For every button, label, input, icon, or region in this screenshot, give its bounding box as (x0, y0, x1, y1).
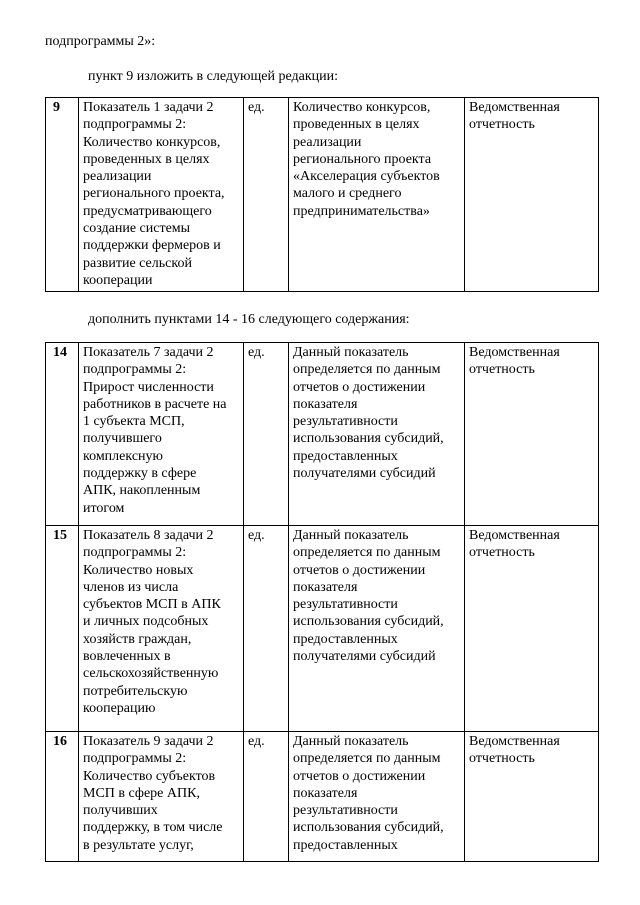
cell-indicator (79, 343, 244, 526)
table-row (46, 98, 599, 292)
cell-line: членов из числа (83, 579, 179, 595)
cell-line: малого и среднего (293, 186, 402, 202)
cell-line: хозяйств граждан, (83, 631, 192, 647)
cell-line: подпрограммы 2: (83, 362, 187, 378)
cell-num: 15 (46, 526, 79, 732)
cell-line: Данный показатель (293, 345, 409, 360)
cell-line: Количество конкурсов, (293, 100, 431, 115)
table-row (46, 732, 599, 862)
cell-line: получивших (83, 803, 158, 819)
cell-line: поддержку, в том числе (83, 820, 223, 836)
cell-line: отчетность (469, 362, 535, 378)
cell-line: показателя (293, 396, 358, 412)
cell-unit: ед. (244, 98, 289, 292)
cell-indicator (79, 732, 244, 862)
cell-indicator (79, 526, 244, 732)
cell-line: Прирост численности (83, 379, 214, 395)
cell-description (289, 526, 465, 732)
cell-line: отчетов о достижении (293, 379, 426, 395)
cell-line: поддержку в сфере (83, 466, 197, 482)
cell-line: предоставленных (293, 448, 398, 464)
cell-line: вовлеченных в (83, 649, 171, 665)
cell-line: и личных подсобных (83, 614, 209, 630)
cell-line: реализации (83, 169, 152, 185)
cell-line: субъектов МСП в АПК (83, 597, 221, 613)
cell-line: Количество новых (83, 562, 194, 578)
cell-line: поддержки фермеров и (83, 238, 221, 254)
cell-line: отчетность (469, 545, 535, 561)
cell-line: кооперацию (83, 700, 156, 716)
cell-line: определяется по данным (293, 362, 441, 378)
cell-num: 9 (46, 98, 79, 292)
cell-line: в результате услуг, (83, 837, 194, 853)
cell-line: работников в расчете на (83, 396, 227, 412)
cell-line: итогом (83, 500, 125, 516)
cell-line: Данный показатель (293, 734, 409, 749)
cell-line: Количество субъектов (83, 768, 216, 784)
cell-line: регионального проекта (293, 151, 432, 167)
cell-line: определяется по данным (293, 545, 441, 561)
cell-line: АПК, накопленным (83, 483, 201, 499)
cell-line: подпрограммы 2: (83, 545, 187, 561)
cell-line: показателя (293, 785, 358, 801)
cell-line: сельскохозяйственную (83, 666, 219, 682)
cell-description (289, 343, 465, 526)
cell-description (289, 98, 465, 292)
cell-line: Ведомственная (469, 528, 560, 543)
cell-num: 16 (46, 732, 79, 862)
cell-line: предоставленных (293, 631, 398, 647)
cell-line: отчетов о достижении (293, 768, 426, 784)
cell-line: реализации (293, 134, 362, 150)
cell-line: отчетность (469, 117, 535, 133)
cell-source (465, 526, 599, 732)
table-row (46, 343, 599, 526)
cell-line: МСП в сфере АПК, (83, 785, 200, 801)
table-items-14-16 (45, 342, 599, 862)
cell-line: отчетов о достижении (293, 562, 426, 578)
cell-line: 1 субъекта МСП, (83, 414, 185, 430)
cell-unit: ед. (244, 526, 289, 732)
cell-line: предоставленных (293, 837, 398, 853)
cell-num: 14 (46, 343, 79, 526)
cell-line: отчетность (469, 751, 535, 767)
paragraph-items-14-16: дополнить пунктами 14 - 16 следующего содержания: (88, 312, 410, 327)
cell-unit: ед. (244, 732, 289, 862)
cell-line: Количество конкурсов, (83, 134, 221, 150)
cell-line: развитие сельской (83, 255, 192, 271)
cell-line: подпрограммы 2: (83, 751, 187, 767)
cell-line: Показатель 1 задачи 2 (83, 100, 214, 115)
cell-line: Ведомственная (469, 100, 560, 115)
cell-source (465, 98, 599, 292)
cell-line: Показатель 7 задачи 2 (83, 345, 214, 360)
cell-line: комплексную (83, 448, 163, 464)
paragraph-item-9: пункт 9 изложить в следующей редакции: (88, 69, 338, 84)
cell-line: подпрограммы 2: (83, 117, 187, 133)
cell-line: результативности (293, 414, 398, 430)
cell-line: «Акселерация субъектов (293, 169, 440, 185)
cell-line: предусматривающего (83, 203, 212, 219)
cell-line: показателя (293, 579, 358, 595)
table-item-9 (45, 97, 599, 292)
cell-line: результативности (293, 597, 398, 613)
cell-line: проведенных в целях (293, 117, 420, 133)
cell-line: Ведомственная (469, 734, 560, 749)
cell-line: кооперации (83, 272, 153, 288)
cell-line: проведенных в целях (83, 151, 210, 167)
cell-line: использования субсидий, (293, 431, 444, 447)
cell-indicator (79, 98, 244, 292)
cell-line: Ведомственная (469, 345, 560, 360)
cell-line: Показатель 8 задачи 2 (83, 528, 214, 543)
cell-line: определяется по данным (293, 751, 441, 767)
cell-description (289, 732, 465, 862)
cell-source (465, 343, 599, 526)
intro-text: подпрограммы 2»: (45, 34, 156, 49)
cell-line: предпринимательства» (293, 203, 430, 219)
cell-line: получившего (83, 431, 162, 447)
cell-line: результативности (293, 803, 398, 819)
cell-line: использования субсидий, (293, 820, 444, 836)
cell-line: получателями субсидий (293, 466, 436, 482)
cell-line: создание системы (83, 221, 191, 237)
cell-line: использования субсидий, (293, 614, 444, 630)
cell-line: регионального проекта, (83, 186, 225, 202)
cell-line: Показатель 9 задачи 2 (83, 734, 214, 749)
cell-source (465, 732, 599, 862)
cell-unit: ед. (244, 343, 289, 526)
cell-line: получателями субсидий (293, 649, 436, 665)
cell-line: потребительскую (83, 683, 188, 699)
cell-line: Данный показатель (293, 528, 409, 543)
table-row (46, 526, 599, 732)
